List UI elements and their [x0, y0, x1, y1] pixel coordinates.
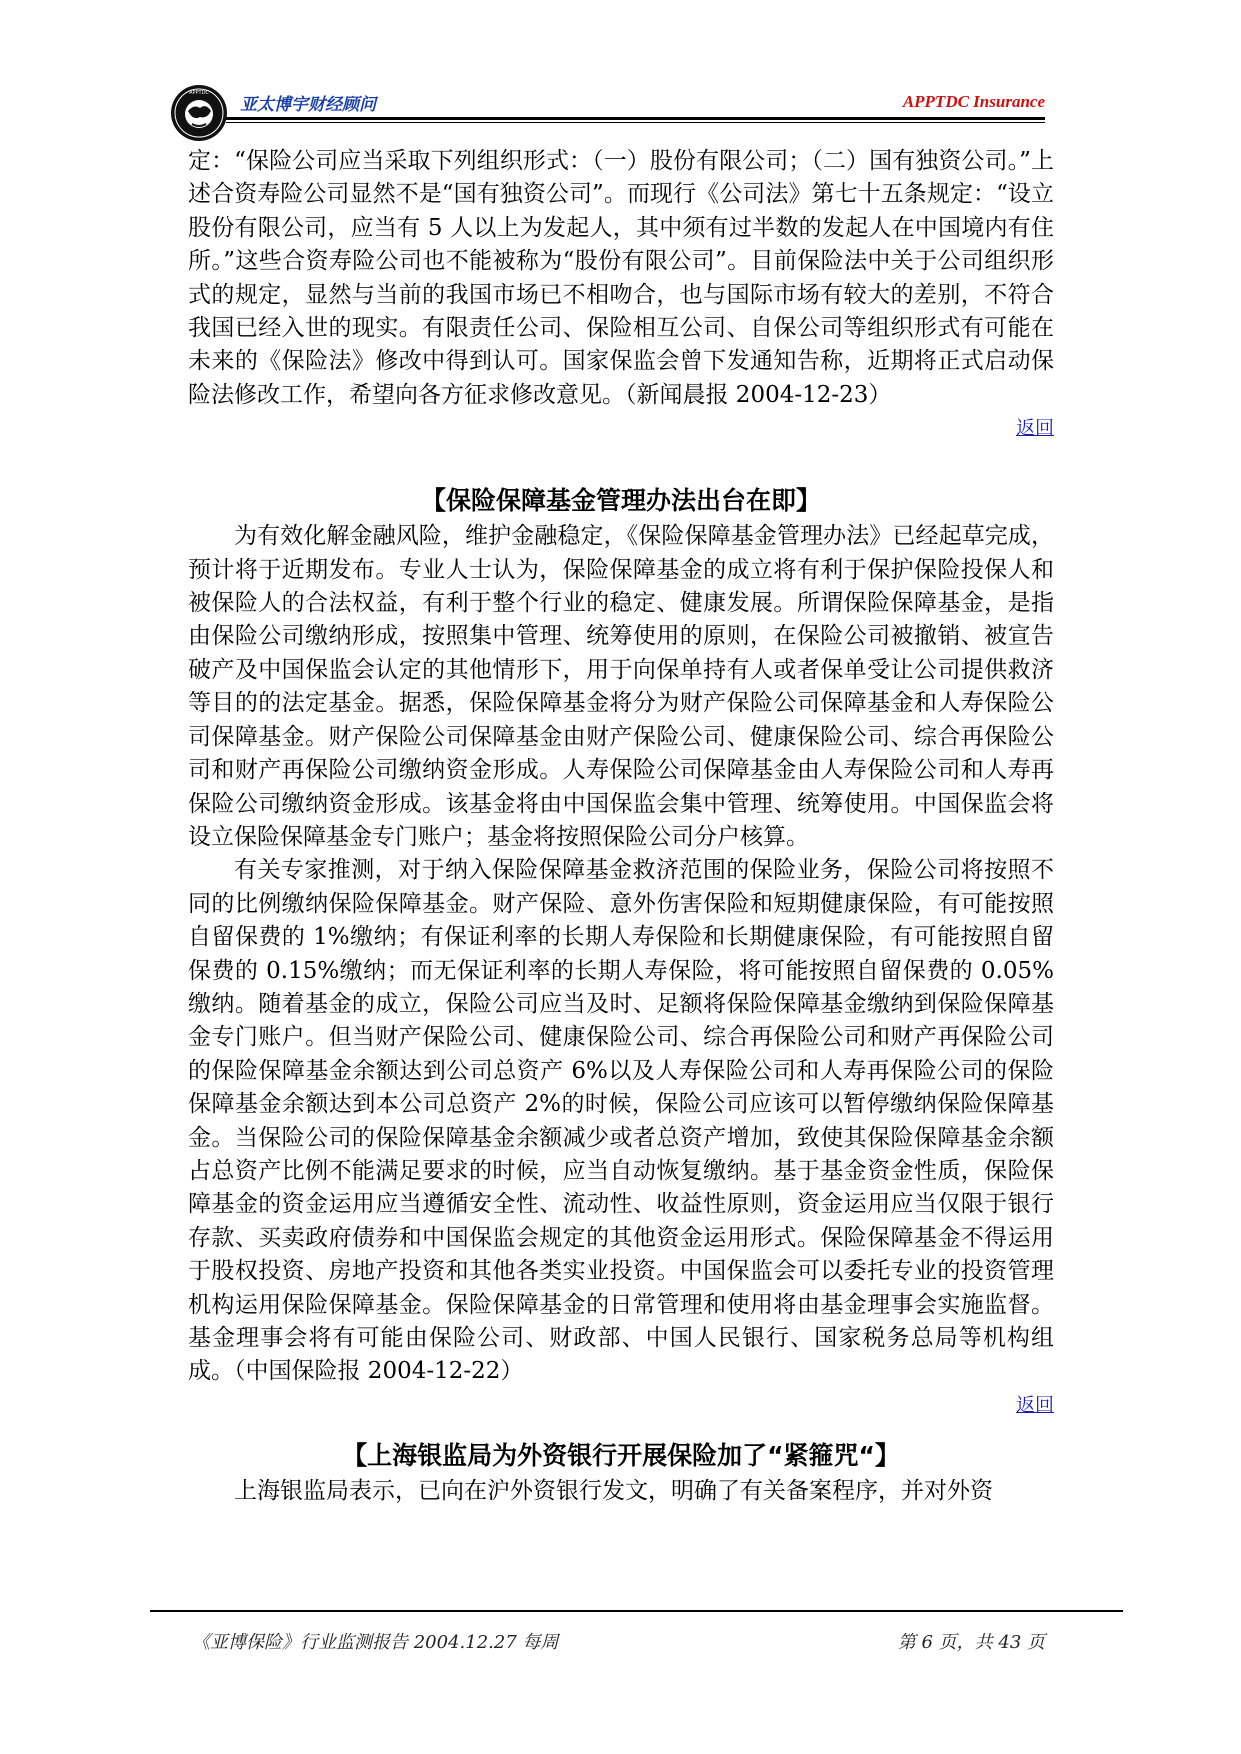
footer-page-number: 第 6 页，共 43 页 — [897, 1632, 1045, 1653]
footer-report-title: 《亚博保险》行业监测报告 2004.12.27 每周 — [192, 1632, 559, 1653]
document-body — [188, 145, 1054, 1508]
article2-paragraph-1: 为有效化解金融风险，维护金融稳定，《保险保障基金管理办法》已经起草完成，预计将于近期发布。专业人士认为，保险保障基金的成立将有利于保护保险投保人和被保险人的合法权益，有利于整个行业的稳定、健康发展。所谓保险保障基金，是指由保险公司缴纳形成，按照集中管理、统筹使用的原则，在保险公司被撤销、被宣告破产及中国保监会认定的其他情形下，用于向保单持有人或者保单受让公司提供救济等目的的法定基金。据悉，保险保障基金将分为财产保险公司保障基金和人寿保险公司保障基金。财产保险公司保障基金由财产保险公司、健康保险公司、综合再保险公司和财产再保险公司缴纳资金形成。人寿保险公司保障基金由人寿保险公司和人寿再保险公司缴纳资金形成。该基金将由中国保监会集中管理、统筹使用。中国保监会将设立保险保障基金专门账户；基金将按照保险公司分户核算。 — [188, 523, 1054, 850]
article1-back-row — [188, 412, 1054, 445]
article2-title: 【保险保障基金管理办法出台在即】 — [420, 486, 821, 516]
header-brand-name: 亚太博宇财经顾问 — [240, 95, 376, 115]
header-brand-english: APPTDC Insurance — [902, 92, 1045, 111]
article2-back-row — [188, 1389, 1054, 1422]
header-rule-thin — [226, 122, 1045, 123]
back-link[interactable]: 返回 — [1015, 1393, 1054, 1416]
article3-paragraph: 上海银监局表示，已向在沪外资银行发文，明确了有关备案程序，并对外资 — [234, 1477, 993, 1504]
globe-emblem-icon — [170, 84, 228, 142]
article3-title: 【上海银监局为外资银行开展保险加了“紧箍咒“】 — [342, 1440, 900, 1470]
article2-paragraph-2: 有关专家推测，对于纳入保险保障基金救济范围的保险业务，保险公司将按照不同的比例缴纳保险保障基金。财产保险、意外伤害保险和短期健康保险，有可能按照自留保费的 1%缴纳；有保证利率的长期人寿保险和长期健康保险，有可能按照自留保费的 0.15%缴纳；而无保证利率的长期人寿保险，将可能按照自留保费的 0.05%缴纳。随着基金的成立，保险公司应当及时、足额将保险保障基金缴纳到保险保障基金专门账户。但当财产保险公司、健康保险公司、综合再保险公司和财产再保险公司的保险保障基金余额达到公司总资产 6%以及人寿保险公司和人寿再保险公司的保险保障基金余额达到本公司总资产 2%的时候，保险公司应该可以暂停缴纳保险保障基金。当保险公司的保险保障基金余额减少或者总资产增加，致使其保险保障基金余额占总资产比例不能满足要求的时候，应当自动恢复缴纳。基于基金资金性质，保险保障基金的资金运用应当遵循安全性、流动性、收益性原则，资金运用应当仅限于银行存款、买卖政府债券和中国保监会规定的其他资金运用形式。保险保障基金不得运用于股权投资、房地产投资和其他各类实业投资。中国保监会可以委托专业的投资管理机构运用保险保障基金。保险保障基金的日常管理和使用将由基金理事会实施监督。基金理事会将有可能由保险公司、财政部、中国人民银行、国家税务总局等机构组成。（中国保险报 2004-12-22） — [188, 857, 1054, 1385]
svg-text:APPTDC: APPTDC — [189, 90, 209, 96]
back-link[interactable]: 返回 — [1015, 417, 1054, 440]
article1-paragraph: 定：“保险公司应当采取下列组织形式：（一）股份有限公司；（二）国有独资公司。”上述合资寿险公司显然不是“国有独资公司”。而现行《公司法》第七十五条规定：“设立股份有限公司，应当有 5 人以上为发起人，其中须有过半数的发起人在中国境内有住所。”这些合资寿险公司也不能被称为“股份有限公司”。目前保险法中关于公司组织形式的规定，显然与当前的我国市场已不相吻合，也与国际市场有较大的差别，不符合我国已经入世的现实。有限责任公司、保险相互公司、自保公司等组织形式有可能在未来的《保险法》修改中得到认可。国家保监会曾下发通知告称，近期将正式启动保险法修改工作，希望向各方征求修改意见。（新闻晨报 2004-12-23） — [188, 148, 1054, 408]
header-rule — [226, 117, 1045, 120]
footer-rule — [150, 1610, 1123, 1612]
